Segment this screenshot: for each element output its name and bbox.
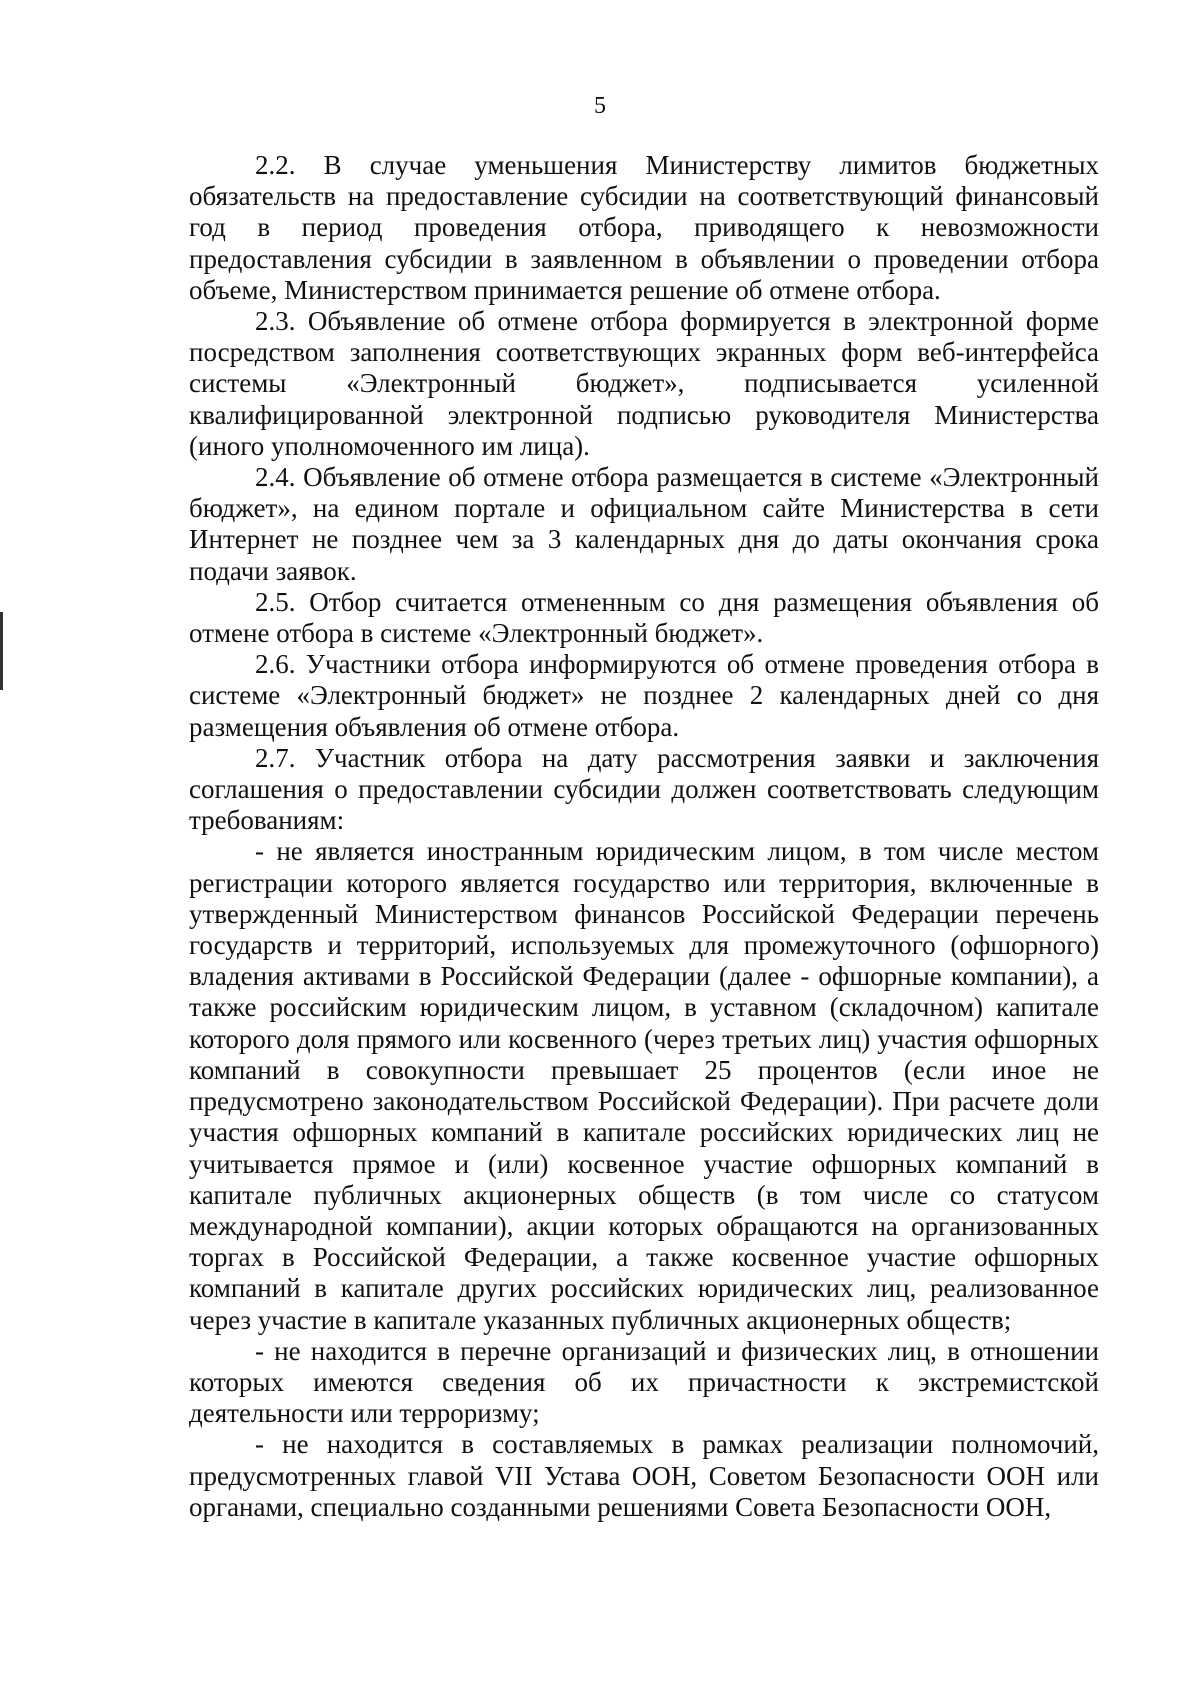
requirement-item-offshore: - не является иностранным юридическим лицом, в том числе местом регистрации которого является государство или территория, включенные в утвержденный Министерством финансов Российской Федерации перечень государств и территорий, используемых для промежуточного (офшорного) владения активами в Российской Федерации (далее - офшорные компании), а также российским юридическим лицом, в уставном (складочном) капитале которого доля прямого или косвенного (через третьих лиц) участия офшорных компаний в совокупности превышает 25 процентов (если иное не предусмотрено законодательством Российской Федерации). При расчете доли участия офшорных компаний в капитале российских юридических лиц не учитывается прямое и (или) косвенное участие офшорных компаний в капитале публичных акционерных обществ (в том числе со статусом международной компании), акции которых обращаются на организованных торгах в Российской Федерации, а также косвенное участие офшорных компаний в капитале других российских юридических лиц, реализованное через участие в капитале указанных публичных акционерных обществ;: [189, 836, 1099, 1335]
paragraph-2-7: 2.7. Участник отбора на дату рассмотрения заявки и заключения соглашения о предоставлении субсидии должен соответствовать следующим требованиям:: [189, 742, 1099, 836]
paragraph-2-2: 2.2. В случае уменьшения Министерству лимитов бюджетных обязательств на предоставление субсидии на соответствующий финансовый год в период проведения отбора, приводящего к невозможности предоставления субсидии в заявленном в объявлении о проведении отбора объеме, Министерством принимается решение об отмене отбора.: [189, 150, 1099, 305]
page-number: 5: [594, 93, 606, 119]
scan-edge-mark: [0, 612, 3, 690]
document-body: [189, 150, 1099, 1523]
paragraph-2-5: 2.5. Отбор считается отмененным со дня размещения объявления об отмене отбора в системе «Электронный бюджет».: [189, 586, 1099, 649]
requirement-item-un-lists: - не находится в составляемых в рамках реализации полномочий, предусмотренных главой VII Устава ООН, Советом Безопасности ООН или органами, специально созданными решениями Совета Безопасности ООН,: [189, 1429, 1099, 1522]
requirement-item-extremism: - не находится в перечне организаций и физических лиц, в отношении которых имеются сведения об их причастности к экстремистской деятельности или терроризму;: [189, 1335, 1099, 1429]
paragraph-2-3: 2.3. Объявление об отмене отбора формируется в электронной форме посредством заполнения соответствующих экранных форм веб-интерфейса системы «Электронный бюджет», подписывается усиленной квалифицированной электронной подписью руководителя Министерства (иного уполномоченного им лица).: [189, 306, 1099, 461]
paragraph-2-4: 2.4. Объявление об отмене отбора размещается в системе «Электронный бюджет», на едином портале и официальном сайте Министерства в сети Интернет не позднее чем за 3 календарных дня до даты окончания срока подачи заявок.: [189, 462, 1099, 586]
paragraph-2-6: 2.6. Участники отбора информируются об отмене проведения отбора в системе «Электронный бюджет» не позднее 2 календарных дней со дня размещения объявления об отмене отбора.: [189, 649, 1099, 742]
